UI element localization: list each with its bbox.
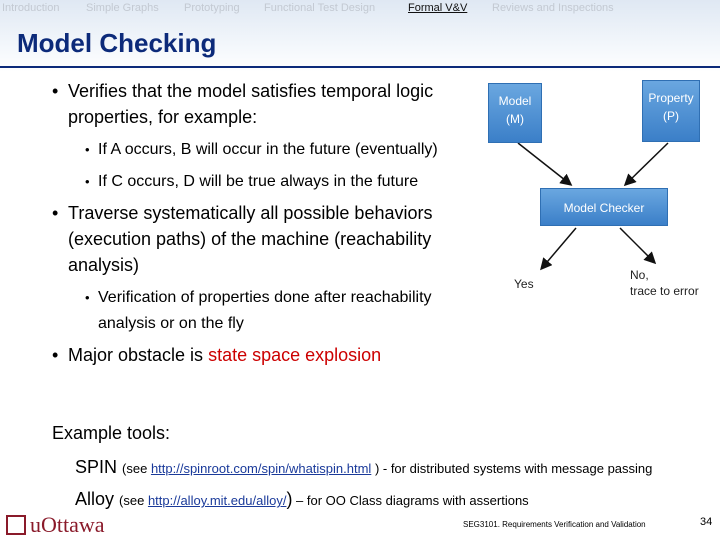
bullet-dot: • [52,81,59,101]
property-box [642,80,700,142]
bullet-text: Traverse systematically all possible behaviors (execution paths) of the machine (reachability analysis) [68,203,433,275]
no-label [630,267,699,299]
nav-item-prototyping[interactable]: Prototyping [184,2,240,14]
sub-bullet-dot: • [85,142,90,157]
no-label-line1: No, [630,268,649,282]
alloy-link[interactable]: http://alloy.mit.edu/alloy/ [147,493,287,508]
sub-bullet-text: If A occurs, B will occur in the future (eventually) [98,141,438,158]
arrow-property-to-checker [626,143,668,184]
highlight-state-space-explosion: state space explosion [208,345,382,365]
property-box-title: Property [648,91,694,105]
page-title: Model Checking [17,28,217,58]
model-box-sub: (M) [506,112,524,126]
model-box [488,83,542,143]
sub-bullet-text: If C occurs, D will be true always in the future [98,173,419,190]
bullet-dot: • [52,345,59,365]
tool-name: SPIN [75,457,118,477]
yes-label: Yes [514,277,534,291]
spin-link[interactable]: http://spinroot.com/spin/whatispin.html [150,461,372,476]
tool-desc: ) - for distributed systems with message passing [371,461,653,476]
arrow-model-to-checker [518,143,570,184]
page-number: 34 [700,516,713,528]
tool-alloy [75,489,529,510]
tool-desc: – for OO Class diagrams with assertions [292,493,529,508]
nav-item-introduction[interactable]: Introduction [2,2,60,14]
uottawa-logo [6,512,105,538]
crest-icon [6,515,26,535]
no-label-line2: trace to error [630,284,699,298]
bullet-dot: • [52,203,59,223]
arrow-checker-to-no [620,228,654,262]
model-box-title: Model [498,94,532,108]
sub-bullet-text: Verification of properties done after reachability analysis or on the fly [98,289,432,332]
example-tools-heading: Example tools: [52,423,171,443]
sub-bullet-dot: • [85,174,90,189]
tool-name: Alloy [75,489,115,509]
footer-course: SEG3101. Requirements Verification and Validation [463,520,646,529]
nav-item-formal-vv[interactable]: Formal V&V [408,2,468,14]
nav-item-reviews-inspections[interactable]: Reviews and Inspections [492,2,614,14]
logo-text: uOttawa [30,512,105,537]
bullet-text: Verifies that the model satisfies temporal logic properties, for example: [68,81,434,127]
nav-item-functional-test-design[interactable]: Functional Test Design [264,2,376,14]
model-checker-box: Model Checker [540,188,668,226]
tool-see: (see [119,493,148,508]
tool-see: (see [122,461,151,476]
tool-close: ) [286,489,293,509]
sub-bullet-dot: • [85,290,90,305]
arrow-checker-to-yes [542,228,576,268]
tool-spin [75,457,652,478]
bullet-text: Major obstacle is [68,345,209,365]
nav-item-simple-graphs[interactable]: Simple Graphs [86,2,159,14]
property-box-sub: (P) [663,109,679,123]
